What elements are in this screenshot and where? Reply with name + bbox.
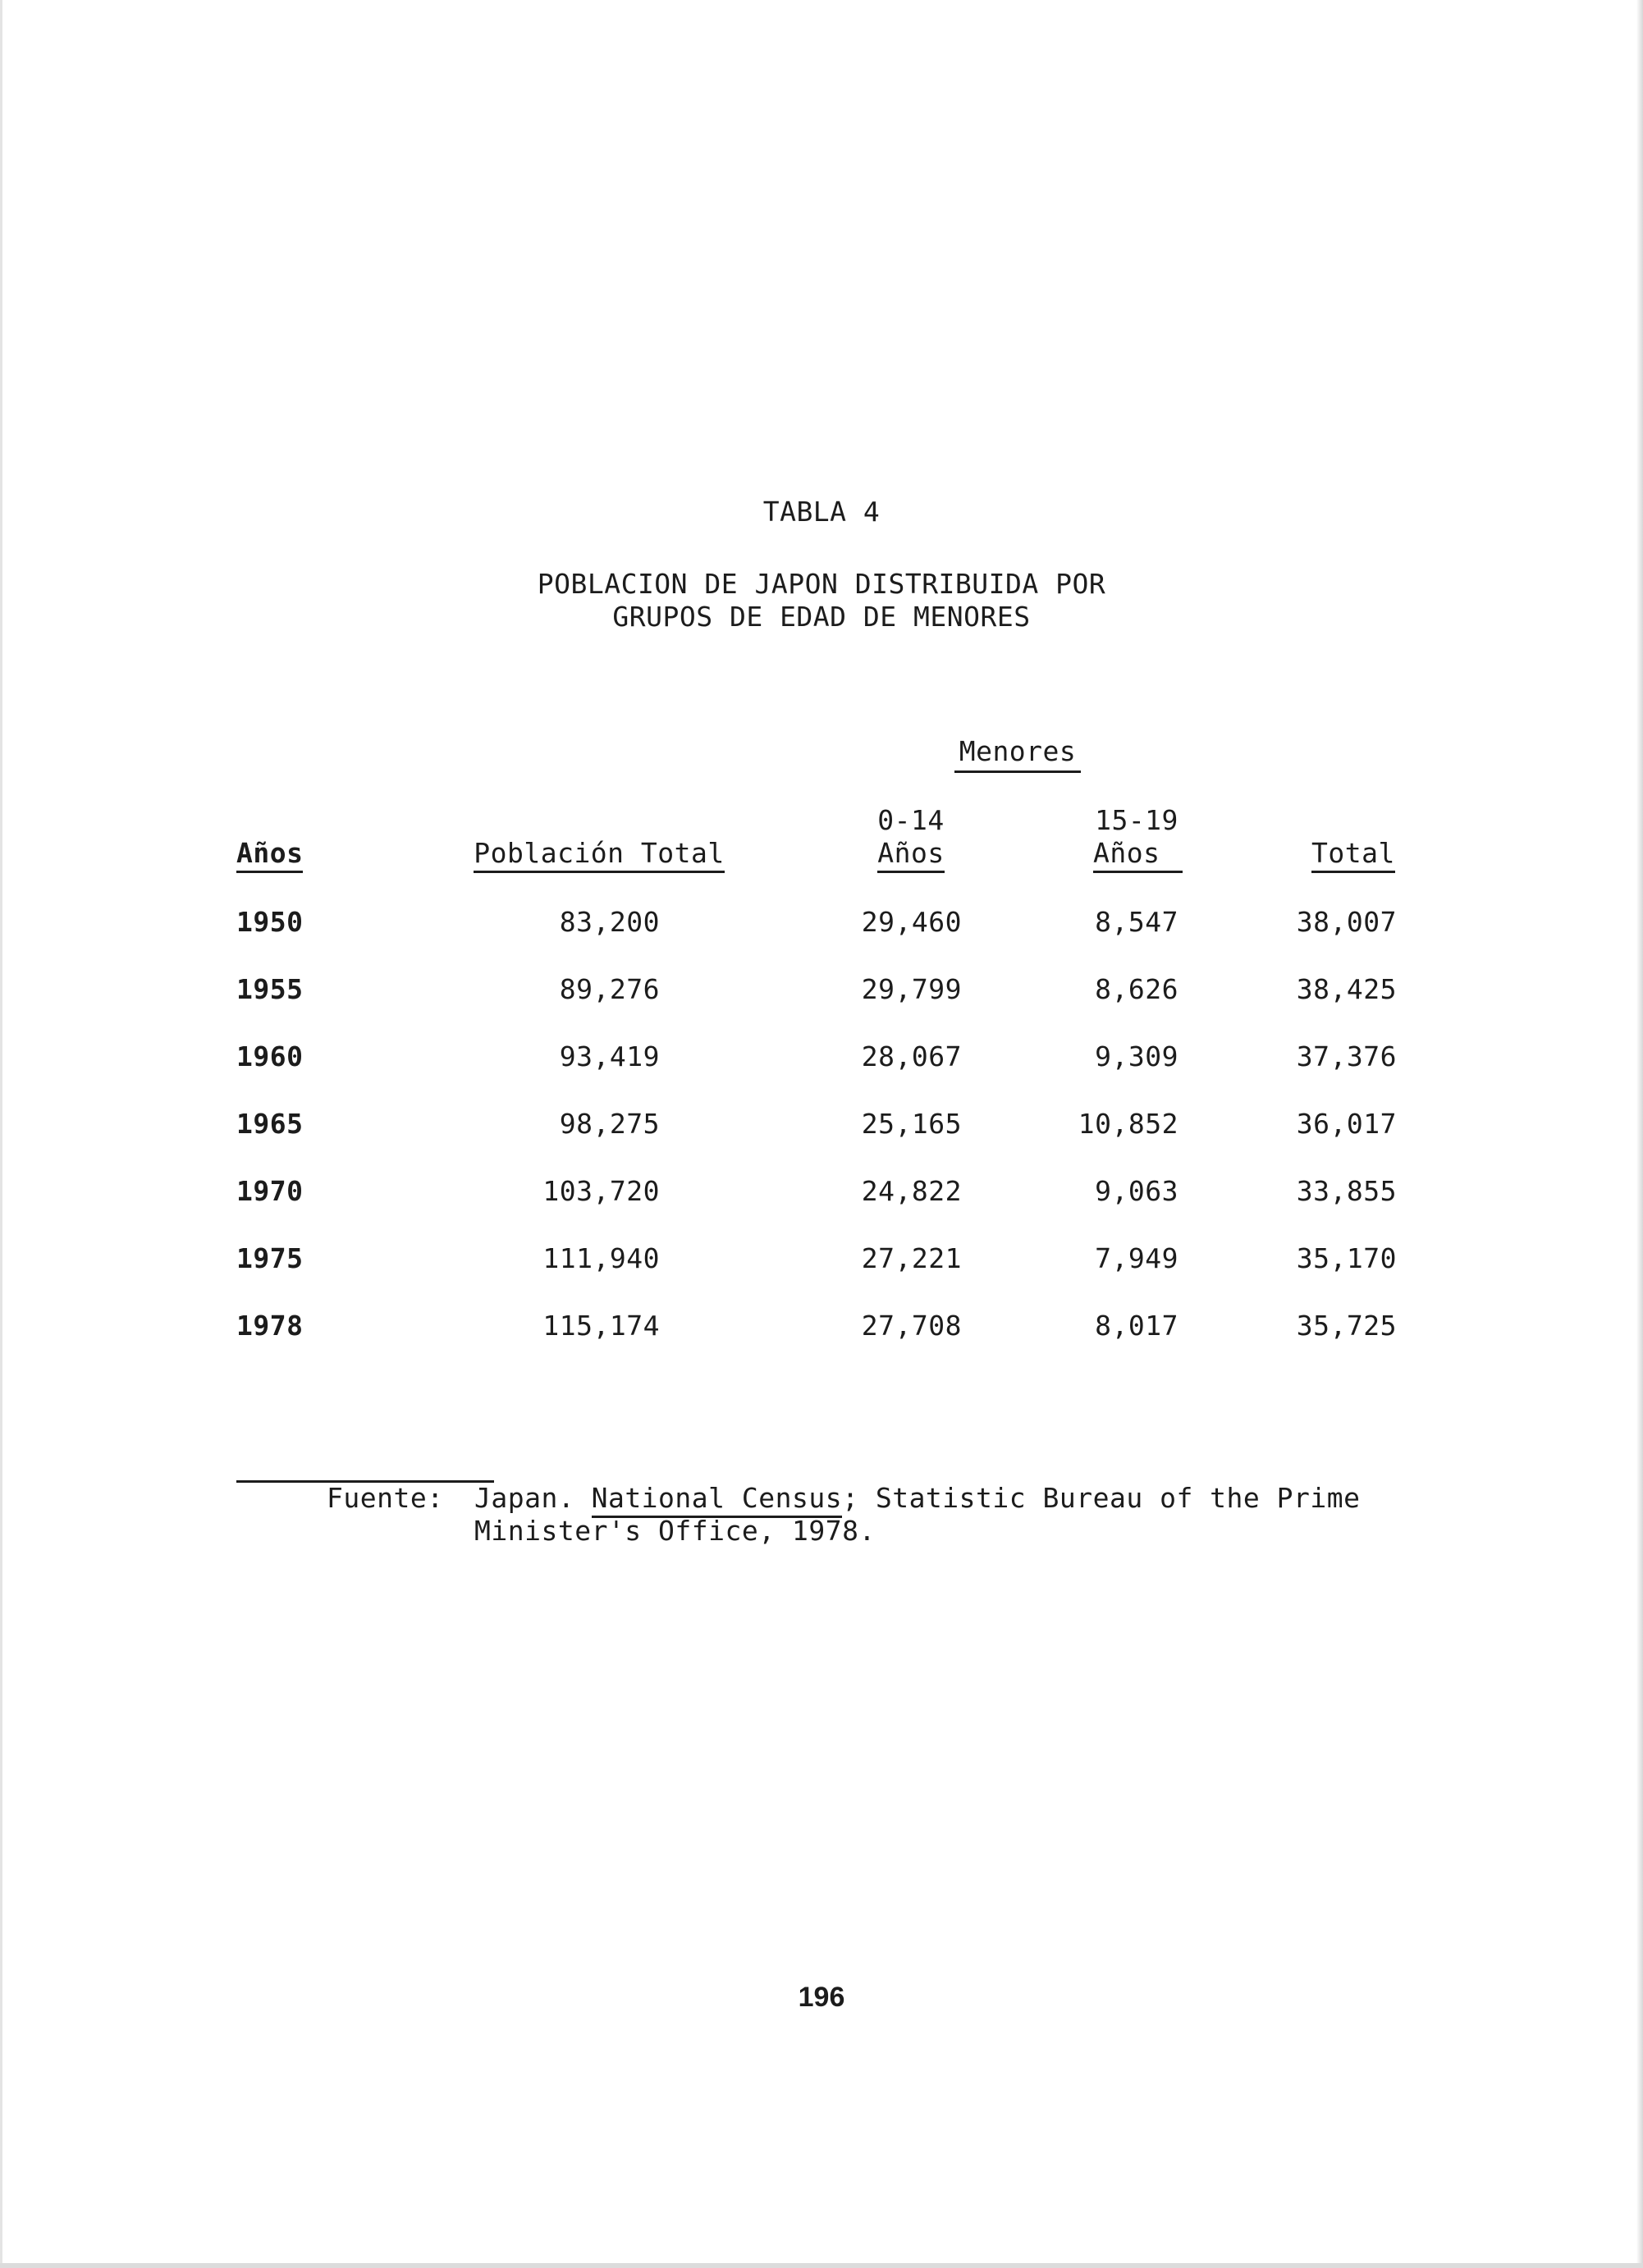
table-title-line2: GRUPOS DE EDAD DE MENORES (612, 601, 1031, 633)
cell-15-19: 10,852 (1078, 1108, 1178, 1140)
cell-15-19: 9,063 (1095, 1175, 1178, 1207)
cell-15-19: 9,309 (1095, 1040, 1178, 1072)
column-header-15-19 (1093, 837, 1183, 870)
cell-total: 33,855 (1296, 1175, 1397, 1207)
column-header-0-14 (854, 837, 968, 870)
group-header-menores: Menores (959, 735, 1077, 767)
cell-population: 103,720 (542, 1175, 660, 1207)
cell-total: 36,017 (1296, 1108, 1397, 1140)
column-header-15-19-range: 15-19 (1095, 804, 1178, 836)
cell-population: 83,200 (559, 906, 660, 938)
cell-0-14: 27,221 (861, 1242, 962, 1274)
source-census-title: National Census (592, 1482, 843, 1518)
cell-year: 1978 (236, 1310, 304, 1342)
cell-15-19: 8,547 (1095, 906, 1178, 938)
cell-population: 93,419 (559, 1040, 660, 1072)
cell-population: 98,275 (559, 1108, 660, 1140)
cell-0-14: 28,067 (861, 1040, 962, 1072)
cell-15-19: 7,949 (1095, 1242, 1178, 1274)
cell-total: 35,170 (1296, 1242, 1397, 1274)
cell-0-14: 24,822 (861, 1175, 962, 1207)
page-number: 196 (798, 1982, 845, 2013)
column-header-population (460, 837, 739, 870)
cell-year: 1965 (236, 1108, 304, 1140)
column-header-total-label: Total (1311, 837, 1395, 873)
cell-year: 1970 (236, 1175, 304, 1207)
source-line2: Minister's Office, 1978. (474, 1515, 876, 1547)
cell-0-14: 25,165 (861, 1108, 962, 1140)
column-header-0-14-label: Años (877, 837, 944, 873)
table-title-line1: POBLACION DE JAPON DISTRIBUIDA POR (537, 568, 1106, 600)
cell-total: 37,376 (1296, 1040, 1397, 1072)
cell-total: 38,007 (1296, 906, 1397, 938)
scan-edge-left (0, 0, 2, 2268)
source-line1-part1: Japan. (474, 1482, 592, 1514)
column-header-15-19-label: Años (1093, 837, 1183, 873)
cell-year: 1950 (236, 906, 304, 938)
cell-0-14: 27,708 (861, 1310, 962, 1342)
column-header-year (236, 837, 303, 870)
cell-15-19: 8,017 (1095, 1310, 1178, 1342)
cell-population: 89,276 (559, 973, 660, 1005)
cell-0-14: 29,799 (861, 973, 962, 1005)
column-header-population-label: Población Total (474, 837, 725, 873)
column-header-0-14-range: 0-14 (877, 804, 945, 836)
cell-0-14: 29,460 (861, 906, 962, 938)
source-line1-part3: ; Statistic Bureau of the Prime (842, 1482, 1361, 1514)
cell-population: 115,174 (542, 1310, 660, 1342)
cell-year: 1975 (236, 1242, 304, 1274)
cell-year: 1960 (236, 1040, 304, 1072)
cell-year: 1955 (236, 973, 304, 1005)
cell-total: 35,725 (1296, 1310, 1397, 1342)
group-header-rule (954, 770, 1081, 773)
table-number: TABLA 4 (762, 496, 881, 528)
column-header-total (1311, 837, 1395, 870)
source-label: Fuente: (327, 1482, 444, 1514)
source-line1 (474, 1482, 1361, 1515)
scan-edge-right (1636, 0, 1643, 2268)
column-header-year-label: Años (236, 837, 303, 873)
cell-15-19: 8,626 (1095, 973, 1178, 1005)
scan-edge-bottom (0, 2263, 1643, 2268)
cell-population: 111,940 (542, 1242, 660, 1274)
cell-total: 38,425 (1296, 973, 1397, 1005)
